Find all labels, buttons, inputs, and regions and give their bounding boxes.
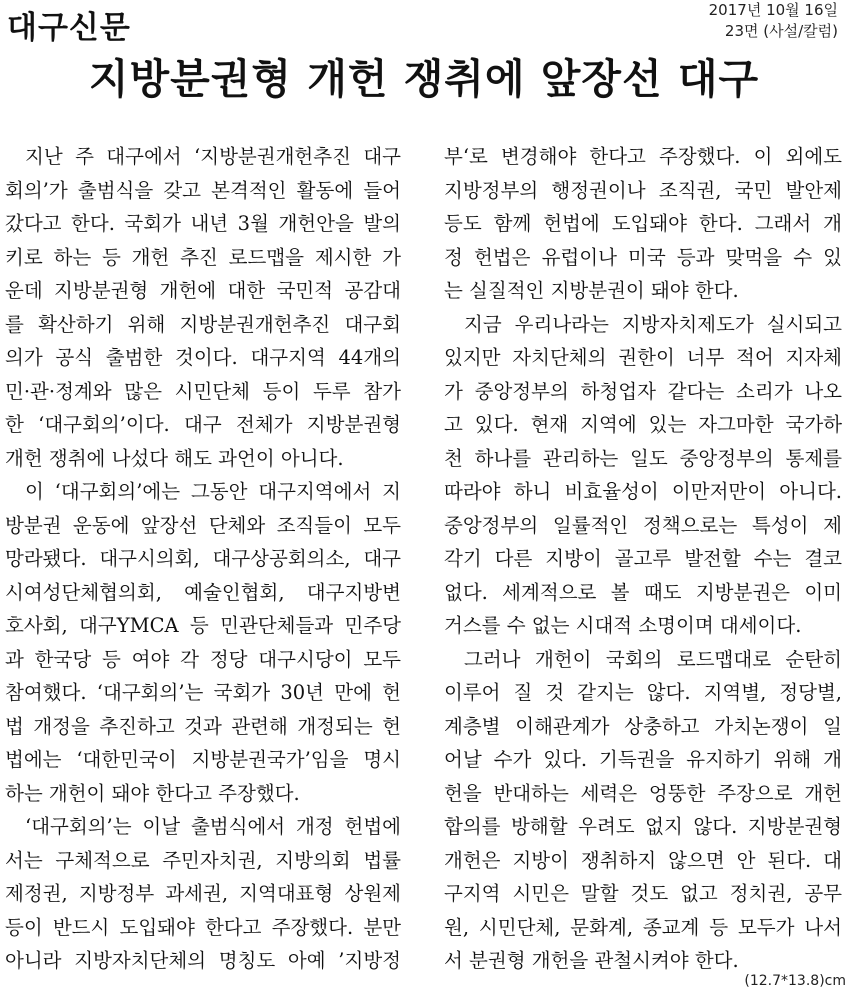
text-line: 가 중앙정부의 하청업자 같다는 소리가 나오 [444, 379, 842, 403]
text-line: 등도 함께 헌법에 도입돼야 한다. 그래서 개 [444, 212, 842, 235]
publish-date: 2017년 10월 16일 [708, 1, 838, 19]
text-line: 참여했다. ‘대구회의’는 국회가 30년 만에 헌 [5, 681, 401, 704]
text-line: 구지역 시민은 말할 것도 없고 정치권, 공무 [444, 882, 842, 905]
text-line: 망라됐다. 대구시의회, 대구상공회의소, 대구 [5, 547, 401, 570]
text-line: 서는 구체적으로 주민자치권, 지방의회 법률 [5, 848, 401, 872]
text-line: 어날 수가 있다. 기득권을 유지하기 위해 개 [444, 748, 842, 771]
text-line: 시여성단체협의회, 예술인협회, 대구지방변 [5, 580, 401, 604]
text-line: 를 확산하기 위해 지방분권개헌추진 대구회 [5, 312, 401, 336]
page-section: 23면 (사설/칼럼) [724, 22, 838, 40]
text-line: 계층별 이해관계가 상충하고 가치논쟁이 일 [444, 714, 842, 738]
text-line: 민·관·정계와 많은 시민단체 등이 두루 참가 [5, 379, 401, 403]
article-column-left [5, 140, 401, 978]
text-line: 는 실질적인 지방분권이 돼야 한다. [444, 279, 739, 302]
text-line: 고 있다. 현재 지역에 있는 자그마한 국가하 [444, 413, 842, 436]
text-line: 개헌은 지방이 쟁취하지 않으면 안 된다. 대 [444, 848, 842, 872]
article-headline: 지방분권형 개헌 쟁취에 앞장선 대구 [88, 55, 760, 103]
text-line: 법 개정을 추진하고 것과 관련해 개정되는 헌 [5, 714, 401, 738]
article-column-right [444, 140, 842, 978]
text-line: 호사회, 대구YMCA 등 민관단체들과 민주당 [5, 614, 401, 637]
text-line: 제정권, 지방정부 과세권, 지역대표형 상원제 [5, 882, 401, 905]
text-line: 이 ‘대구회의’에는 그동안 대구지역에서 지 [25, 480, 401, 503]
text-line: 등이 반드시 도입돼야 한다고 주장했다. 분만 [5, 915, 401, 939]
text-line: 회의’가 출범식을 갖고 본격적인 활동에 들어 [5, 178, 401, 202]
text-line: 법에는 ‘대한민국이 지방분권국가’임을 명시 [5, 748, 401, 771]
text-line: 천 하나를 관리하는 일도 중앙정부의 통제를 [444, 446, 842, 470]
text-line: ‘대구회의’는 이날 출범식에서 개정 헌법에 [25, 815, 401, 838]
text-line: 갔다고 한다. 국회가 내년 3월 개헌안을 발의 [5, 212, 401, 235]
text-line: 개헌 쟁취에 나섰다 해도 과언이 아니다. [5, 446, 344, 470]
text-line: 없다. 세계적으로 볼 때도 지방분권은 이미 [444, 580, 842, 604]
text-line: 과 한국당 등 여야 각 정당 대구시당이 모두 [5, 647, 401, 671]
article-size-note: (12.7*13.8)cm [744, 973, 846, 989]
text-line: 원, 시민단체, 문화계, 종교계 등 모두가 나서 [444, 915, 842, 939]
text-line: 서 분권형 개헌을 관철시켜야 한다. [444, 949, 739, 972]
text-line: 지방정부의 행정권이나 조직권, 국민 발안제 [444, 178, 842, 202]
newspaper-masthead: 대구신문 [7, 10, 131, 46]
text-line: 키로 하는 등 개헌 추진 로드맵을 제시한 가 [5, 245, 401, 269]
text-line: 의가 공식 출범한 것이다. 대구지역 44개의 [5, 346, 401, 369]
text-line: 따라야 하니 비효율성이 이만저만이 아니다. [444, 480, 842, 503]
text-line: 있지만 자치단체의 권한이 너무 적어 지자체 [444, 346, 842, 369]
text-line: 지금 우리나라는 지방자치제도가 실시되고 [464, 312, 842, 336]
text-line: 각기 다른 지방이 골고루 발전할 수는 결코 [444, 547, 842, 570]
text-line: 부‘로 변경해야 한다고 주장했다. 이 외에도 [444, 145, 842, 168]
text-line: 합의를 방해할 우려도 없지 않다. 지방분권형 [444, 815, 842, 838]
text-line: 헌을 반대하는 세력은 엉뚱한 주장으로 개헌 [444, 781, 842, 805]
text-line: 중앙정부의 일률적인 정책으로는 특성이 제 [444, 513, 842, 537]
text-line: 거스를 수 없는 시대적 소명이며 대세이다. [444, 614, 802, 637]
text-line: 방분권 운동에 앞장선 단체와 조직들이 모두 [5, 513, 401, 537]
text-line: 이루어 질 것 같지는 않다. 지역별, 정당별, [444, 681, 842, 704]
text-line: 하는 개헌이 돼야 한다고 주장했다. [5, 781, 300, 805]
text-line: 한 ‘대구회의’이다. 대구 전체가 지방분권형 [5, 413, 401, 436]
text-line: 그러나 개헌이 국회의 로드맵대로 순탄히 [464, 647, 842, 671]
text-line: 지난 주 대구에서 ‘지방분권개헌추진 대구 [25, 145, 401, 168]
text-line: 아니라 지방자치단체의 명칭도 아예 ’지방정 [5, 949, 401, 972]
dateline [709, 0, 838, 42]
text-line: 운데 지방분권형 개헌에 대한 국민적 공감대 [5, 279, 401, 302]
text-line: 정 헌법은 유럽이나 미국 등과 맞먹을 수 있 [444, 245, 842, 269]
